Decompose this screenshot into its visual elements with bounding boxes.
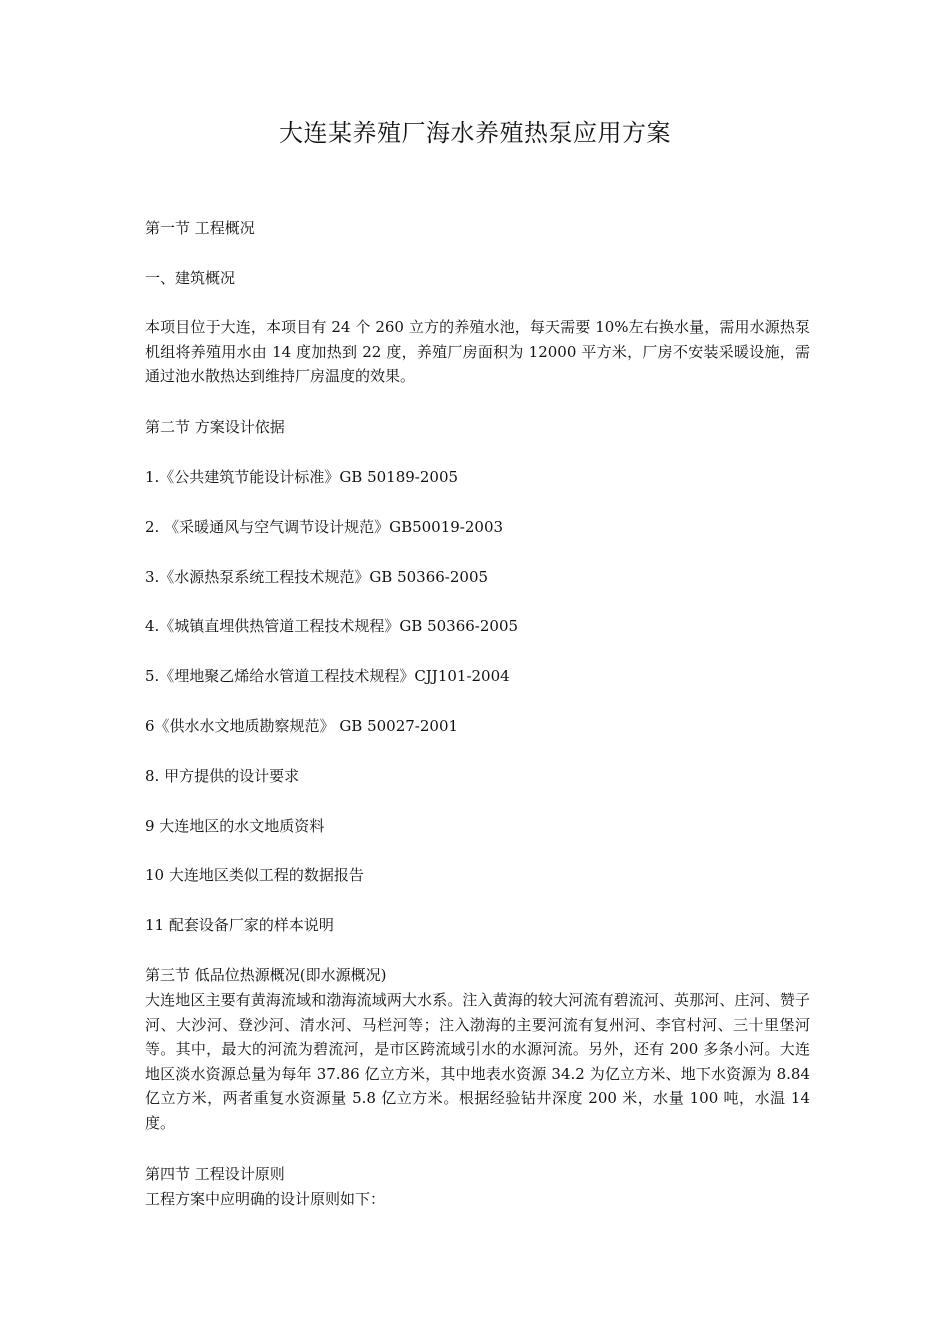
reference-item: 2. 《采暖通风与空气调节设计规范》GB50019-2003: [145, 518, 504, 536]
section1-heading: 第一节 工程概况: [145, 219, 255, 237]
reference-item: 5.《埋地聚乙烯给水管道工程技术规程》CJJ101-2004: [145, 667, 510, 685]
section1-paragraph: 本项目位于大连，本项目有 24 个 260 立方的养殖水池，每天需要 10%左右换水量，需用水源热泵机组将养殖用水由 14 度加热到 22 度，养殖厂房面积为 12000 平方米，厂房不安装采暖设施，需通过池水散热达到维持厂房温度的效果。: [145, 318, 810, 385]
section2-heading: 第二节 方案设计依据: [145, 418, 285, 436]
reference-item: 9 大连地区的水文地质资料: [145, 817, 325, 835]
section1-sub-heading: 一、建筑概况: [145, 269, 236, 287]
section3-heading: 第三节 低品位热源概况(即水源概况): [145, 966, 387, 984]
reference-item: 10 大连地区类似工程的数据报告: [145, 866, 364, 884]
reference-item: 8. 甲方提供的设计要求: [145, 767, 300, 785]
section4-intro: 工程方案中应明确的设计原则如下：: [145, 1190, 386, 1208]
reference-item: 1.《公共建筑节能设计标准》GB 50189-2005: [145, 468, 459, 486]
document-title: 大连某养殖厂海水养殖热泵应用方案: [279, 119, 671, 147]
section3-paragraph: 大连地区主要有黄海流域和渤海流域两大水系。注入黄海的较大河流有碧流河、英那河、庄河、赞子河、大沙河、登沙河、清水河、马栏河等；注入渤海的主要河流有复州河、李官村河、三十里堡河等。其中，最大的河流为碧流河，是市区跨流域引水的水源河流。另外，还有 200 多条小河。大连地区淡水资源总量为每年 37.86 亿立方米，其中地表水资源 34.2 为亿立方米、地下水资源为 8.84 亿立方米，两者重复水资源量 5.8 亿立方米。根据经验钻井深度 200 米，水量 100 吨，水温 14 度。: [145, 991, 810, 1132]
reference-item: 6《供水水文地质勘察规范》 GB 50027-2001: [145, 717, 459, 735]
reference-item: 3.《水源热泵系统工程技术规范》GB 50366-2005: [145, 568, 489, 586]
reference-item: 11 配套设备厂家的样本说明: [145, 916, 334, 934]
reference-item: 4.《城镇直埋供热管道工程技术规程》GB 50366-2005: [145, 617, 519, 635]
section4-heading: 第四节 工程设计原则: [145, 1165, 285, 1183]
